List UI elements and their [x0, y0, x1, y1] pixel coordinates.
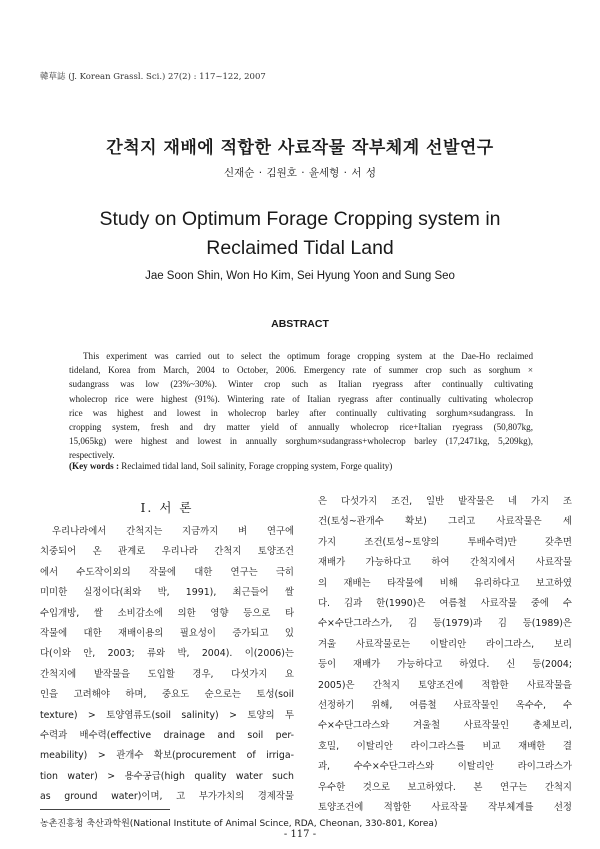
- abstract-line: rice was highest and lowest in wholecrop barley after continually cultivating sorghum×sudangrass. In: [69, 407, 533, 418]
- abstract-line: cropping system, fresh and dry matter yield of annually wholecrop rice+Italian ryegrass (50,807kg,: [69, 421, 533, 432]
- keywords: [69, 461, 539, 471]
- body-text-line: 은 다섯가지 조건, 일반 밭작물은 네 가지 조: [318, 496, 572, 507]
- footnote-rule: [40, 809, 170, 810]
- body-text-line: 우수한 것으로 보고하였다. 본 연구는 간척지: [318, 781, 572, 793]
- title-english: Study on Optimum Forage Cropping system in Reclaimed Tidal Land: [99, 208, 501, 259]
- body-text-line: 간척지에 밭작물을 도입할 경우, 다섯가지 요: [40, 668, 294, 680]
- affiliation-footnote: 농촌진흥청 축산과학원(National Institute of Animal Scince, RDA, Cheonan, 330-801, Korea): [40, 819, 438, 829]
- body-text-line: 건(토성~관개수 확보) 그리고 사료작물은 세: [318, 516, 572, 528]
- body-text-line: meability) > 관개수 확보(procurement of irriga-: [40, 750, 294, 762]
- body-text-line: 겨울 사료작물로는 이탈리안 라이그라스, 보리: [318, 638, 572, 650]
- abstract-line: tideland, Korea from March, 2004 to October, 2006. Emergency rate of summer crop such as sorghum ×: [69, 365, 533, 376]
- abstract-line: sudangrass was low (23%~30%). Winter crop such as Italian ryegrass after continually cultivating: [69, 379, 533, 390]
- body-text-line: 재배가 가능하다고 하여 간척지에서 사료작물: [318, 557, 572, 569]
- body-text-line: tion water) > 용수공급(high quality water such: [40, 770, 294, 782]
- abstract-line: This experiment was carried out to select the optimum forage cropping system at the Dae-Ho reclaimed: [83, 351, 533, 361]
- body-text-line: 등이 재배가 가능하다고 하였다. 신 등(2004;: [318, 659, 572, 671]
- body-text-line: 우리나라에서 간척지는 지금까지 벼 연구에: [52, 526, 294, 537]
- body-text-line: 작물에 대한 재배이용의 필요성이 증가되고 있: [40, 628, 294, 639]
- body-text-line: 수입개방, 쌀 소비감소에 의한 영향 등으로 타: [40, 607, 294, 619]
- abstract-heading: ABSTRACT: [271, 318, 329, 330]
- abstract-line: respectively.: [69, 450, 115, 461]
- body-text-line: 호밀, 이탈리안 라이그라스를 비교 재배한 결: [318, 740, 572, 752]
- body-text-line: 수×수단그라스가, 김 등(1979)과 김 등(1989)은: [318, 618, 572, 630]
- title-korean: 간척지 재배에 적합한 사료작물 작부체계 선발연구: [106, 138, 494, 158]
- page-number: - 117 -: [283, 829, 317, 840]
- abstract-line: 15,065kg) were highest and lowest in annually sorghum×sudangrass+wholecrop barley (17,2471kg, 5,209kg),: [69, 436, 533, 447]
- body-text-line: 선정하기 위해, 여름철 사료작물인 옥수수, 수: [318, 700, 572, 711]
- body-text-line: 다. 김과 한(1990)은 여름철 사료작물 중에 수: [318, 598, 572, 609]
- body-text-line: 수×수단그라스와 겨울철 사료작물인 총체보리,: [318, 720, 572, 732]
- body-text-line: 수력과 배수력(effective drainage and soil per-: [40, 730, 294, 741]
- journal-citation: 韓草誌 (J. Korean Grassl. Sci.) 27(2) : 117~122, 2007: [40, 72, 266, 82]
- abstract-body: [69, 349, 533, 463]
- section-heading-introduction: I. 서 론: [140, 500, 194, 515]
- abstract-line: wholecrop rice were highest (91%). Wintering rate of Italian ryegrass after continually cultivating wholecrop: [69, 393, 533, 404]
- body-text-line: 인을 고려해야 하며, 중요도 순으로는 토성(soil: [40, 689, 294, 701]
- body-text-line: 치중되어 온 관계로 우리나라 간척지 토양조건: [40, 546, 294, 558]
- body-text-line: 과, 수수×수단그라스와 이탈리안 라이그라스가: [318, 761, 572, 773]
- body-text-line: 가지 조건(토성~토양의 투배수력)만 갖추면: [318, 536, 572, 548]
- authors-english: Jae Soon Shin, Won Ho Kim, Sei Hyung Yoon and Sung Seo: [145, 270, 455, 282]
- body-text-line: 에서 수도작이외의 작물에 대한 연구는 극히: [40, 566, 294, 578]
- authors-korean: 신재순 · 김원호 · 윤세형 · 서 성: [224, 167, 376, 179]
- body-text-line: 의 재배는 타작물에 비해 유리하다고 보고하였: [318, 577, 572, 589]
- body-text-line: 다(이와 안, 2003; 류와 박, 2004). 이(2006)는: [40, 648, 294, 660]
- keywords-text: Reclaimed tidal land, Soil salinity, Forage cropping system, Forge quality): [119, 461, 393, 471]
- body-text-line: 2005)은 간척지 토양조건에 적합한 사료작물을: [318, 679, 572, 691]
- body-text-line: texture) > 토양염류도(soil salinity) > 토양의 투: [40, 709, 294, 721]
- body-text-line: 토양조건에 적합한 사료작물 작부체계를 선정: [318, 802, 572, 813]
- body-text-line: 미미한 실정이다(최와 박, 1991), 최근들어 쌀: [40, 587, 294, 599]
- body-text-line: as ground water)이며, 고 부가가치의 경제작물: [40, 791, 294, 803]
- keywords-label: (Key words :: [69, 461, 120, 471]
